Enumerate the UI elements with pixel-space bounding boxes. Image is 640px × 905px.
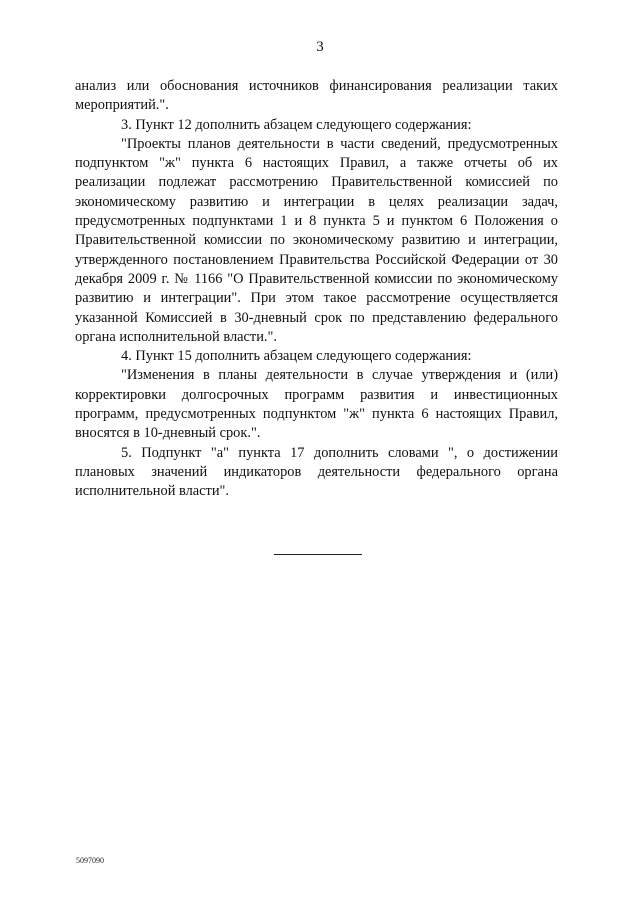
- paragraph-item-4-quote: "Изменения в планы деятельности в случае утверждения и (или) корректировки долгосрочных программ развития и инвестиционных программ, предусмотренных подпунктом "ж" пункта 6 настоящих Правил, вносятся в 10-дневный срок.".: [75, 367, 558, 442]
- page-number: 3: [316, 39, 324, 55]
- document-code: 5097090: [76, 856, 104, 865]
- paragraph-item-3: 3. Пункт 12 дополнить абзацем следующего содержания:: [121, 116, 472, 133]
- paragraph-item-4: 4. Пункт 15 дополнить абзацем следующего содержания:: [121, 348, 472, 365]
- paragraph-funding-continuation: анализ или обоснования источников финансирования реализации таких мероприятий.".: [75, 78, 558, 114]
- end-separator-line: [274, 554, 362, 555]
- paragraph-item-3-quote: "Проекты планов деятельности в части сведений, предусмотренных подпунктом "ж" пункта 6 настоящих Правил, а также отчеты об их реализации подлежат рассмотрению Правительственной комиссией по экономическому развитию и интеграции в целях реализации задач, предусмотренных подпунктами 1 и 8 пункта 5 и пунктом 6 Положения о Правительственной комиссии по экономическому развитию и интеграции, утвержденного постановлением Правительства Российской Федерации от 30 декабря 2009 г. № 1166 "О Правительственной комиссии по экономическому развитию и интеграции". При этом такое рассмотрение осуществляется указанной Комиссией в 30-дневный срок по представлению федерального органа исполнительной власти.".: [75, 135, 558, 345]
- paragraph-item-5: 5. Подпункт "а" пункта 17 дополнить словами ", о достижении плановых значений индикаторов деятельности федерального органа исполнительной власти".: [75, 444, 558, 500]
- document-body: [75, 77, 558, 502]
